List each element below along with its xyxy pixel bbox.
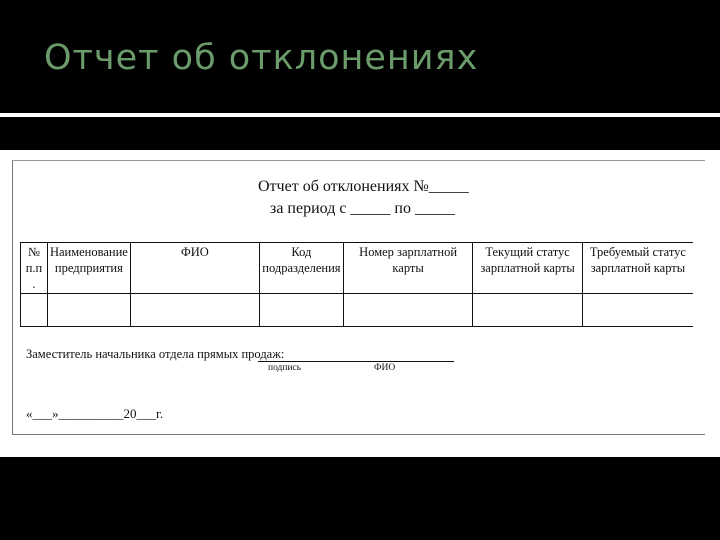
heading-line-1: Отчет об отклонениях №_____ [258,178,469,195]
column-header: № п.п . [21,243,48,294]
slide-title: Отчет об отклонениях [44,38,479,78]
table-row [21,294,694,327]
table-cell [21,294,48,327]
table-cell [130,294,259,327]
heading-line-2: за период с _____ по _____ [270,200,455,217]
table-cell [582,294,693,327]
column-header: Текущий статус зарплатной карты [473,243,583,294]
signature-caption: подпись [268,363,302,373]
column-header: Наименование предприятия [47,243,130,294]
title-divider [0,113,720,117]
table-header-row [21,243,694,294]
report-table [20,242,693,327]
signature-label: Заместитель начальника отдела прямых продаж: [26,347,285,361]
column-header: Код подразделения [259,243,343,294]
table-cell [259,294,343,327]
table-cell [47,294,130,327]
document-image [0,150,720,457]
table-cell [343,294,472,327]
signature-line [258,361,454,362]
table-cell [473,294,583,327]
date-line: «___»__________20___г. [26,406,164,421]
column-header: Номер зарплатной карты [343,243,472,294]
name-caption: ФИО [374,363,396,373]
column-header: Требуемый статус зарплатной карты [582,243,693,294]
column-header: ФИО [130,243,259,294]
